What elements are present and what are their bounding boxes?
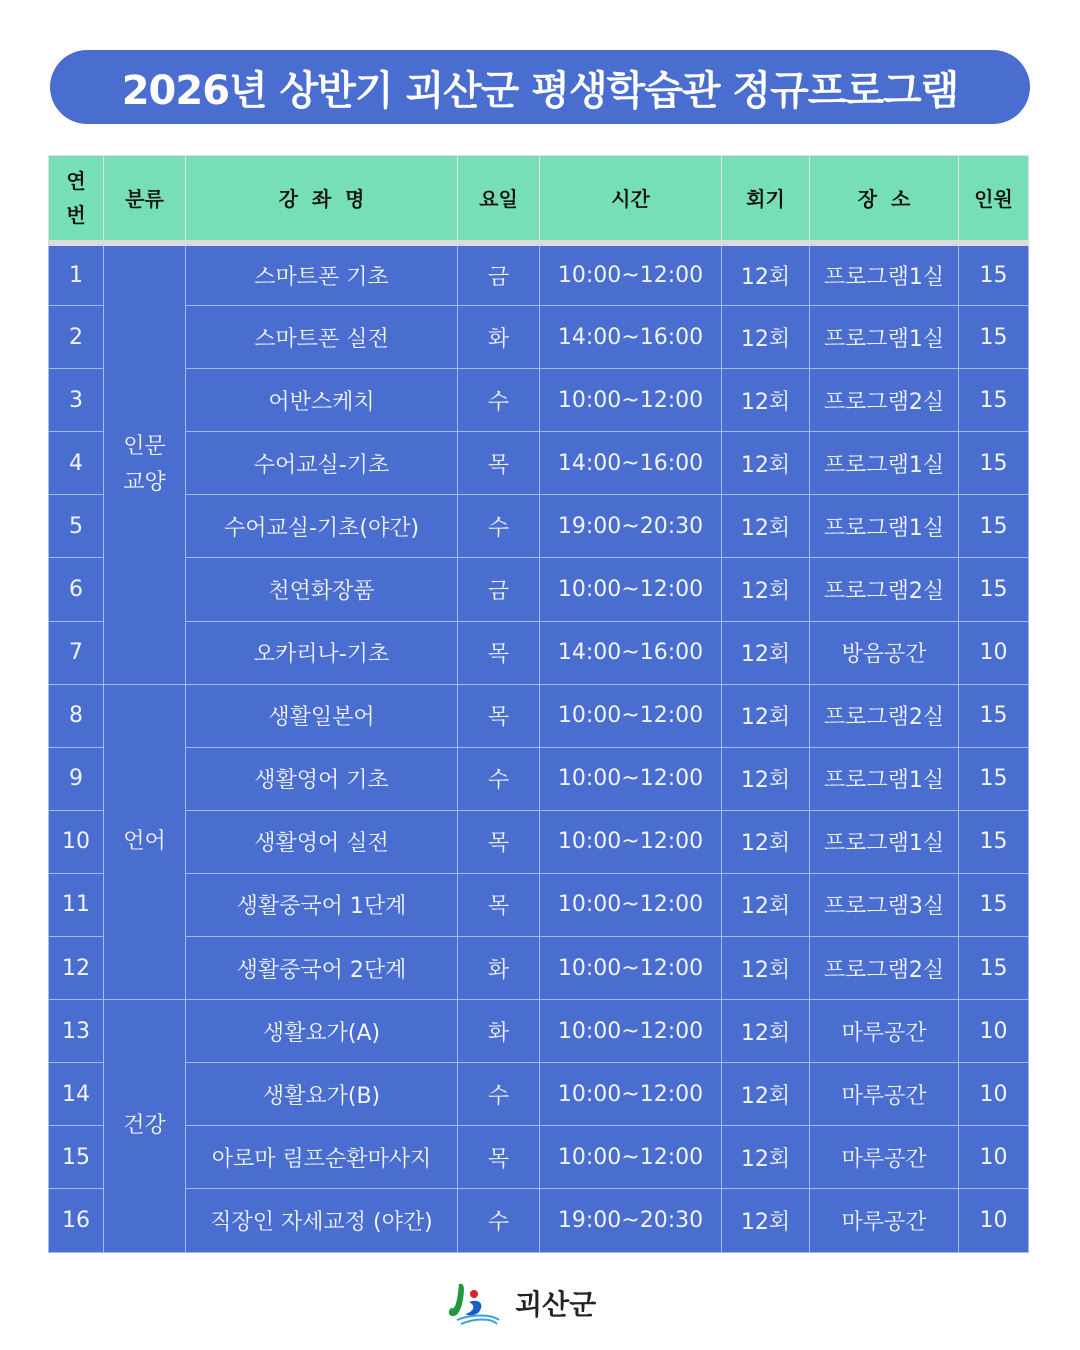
table-row [49,684,1029,747]
time: 10:00~12:00 [540,810,722,873]
table-row [49,306,1029,369]
capacity: 10 [959,1000,1029,1063]
capacity: 15 [959,558,1029,621]
day: 수 [458,1063,540,1126]
sessions: 12회 [722,684,810,747]
sessions: 12회 [722,621,810,684]
sessions: 12회 [722,243,810,306]
course-name: 생활중국어 2단계 [186,937,458,1000]
table-row [49,747,1029,810]
header-category: 분류 [104,156,186,243]
day: 목 [458,1126,540,1189]
course-name: 오카리나-기초 [186,621,458,684]
time: 10:00~12:00 [540,873,722,936]
capacity: 15 [959,432,1029,495]
location: 방음공간 [810,621,959,684]
day: 수 [458,747,540,810]
header-capacity: 인원 [959,156,1029,243]
capacity: 15 [959,306,1029,369]
course-name: 생활영어 실전 [186,810,458,873]
day: 금 [458,243,540,306]
time: 10:00~12:00 [540,1063,722,1126]
row-number: 12 [49,937,104,1000]
row-number: 15 [49,1126,104,1189]
location: 프로그램2실 [810,684,959,747]
location: 프로그램2실 [810,558,959,621]
table-row [49,873,1029,936]
course-name: 생활일본어 [186,684,458,747]
time: 10:00~12:00 [540,243,722,306]
capacity: 15 [959,810,1029,873]
row-number: 13 [49,1000,104,1063]
time: 10:00~12:00 [540,1000,722,1063]
time: 19:00~20:30 [540,1189,722,1252]
row-number: 7 [49,621,104,684]
category-cell: 인문 교양 [104,243,186,685]
table-row [49,243,1029,306]
day: 화 [458,306,540,369]
location: 프로그램3실 [810,873,959,936]
time: 14:00~16:00 [540,621,722,684]
capacity: 10 [959,1189,1029,1252]
header-sessions: 회기 [722,156,810,243]
table-row [49,810,1029,873]
course-name: 생활영어 기초 [186,747,458,810]
row-number: 8 [49,684,104,747]
sessions: 12회 [722,306,810,369]
table-row [49,621,1029,684]
location: 마루공간 [810,1063,959,1126]
sessions: 12회 [722,1063,810,1126]
header-no: 연 번 [49,156,104,243]
day: 목 [458,684,540,747]
program-table [48,155,1029,1253]
location: 프로그램1실 [810,495,959,558]
time: 10:00~12:00 [540,937,722,1000]
row-number: 5 [49,495,104,558]
day: 목 [458,432,540,495]
category-cell: 언어 [104,684,186,999]
row-number: 4 [49,432,104,495]
course-name: 스마트폰 기초 [186,243,458,306]
location: 마루공간 [810,1189,959,1252]
location: 마루공간 [810,1126,959,1189]
time: 10:00~12:00 [540,747,722,810]
day: 수 [458,1189,540,1252]
sessions: 12회 [722,369,810,432]
location: 프로그램1실 [810,306,959,369]
goesan-logo [445,1280,596,1326]
location: 프로그램2실 [810,937,959,1000]
time: 10:00~12:00 [540,684,722,747]
capacity: 15 [959,684,1029,747]
row-number: 9 [49,747,104,810]
sessions: 12회 [722,747,810,810]
row-number: 16 [49,1189,104,1252]
time: 10:00~12:00 [540,369,722,432]
row-number: 2 [49,306,104,369]
day: 금 [458,558,540,621]
capacity: 10 [959,1126,1029,1189]
location: 프로그램1실 [810,747,959,810]
sessions: 12회 [722,1000,810,1063]
capacity: 15 [959,369,1029,432]
time: 14:00~16:00 [540,306,722,369]
sessions: 12회 [722,1189,810,1252]
sessions: 12회 [722,1126,810,1189]
row-number: 6 [49,558,104,621]
sessions: 12회 [722,558,810,621]
course-name: 수어교실-기초(야간) [186,495,458,558]
row-number: 14 [49,1063,104,1126]
day: 화 [458,1000,540,1063]
capacity: 10 [959,621,1029,684]
course-name: 생활요가(B) [186,1063,458,1126]
time: 14:00~16:00 [540,432,722,495]
location: 프로그램1실 [810,810,959,873]
day: 수 [458,369,540,432]
location: 프로그램1실 [810,243,959,306]
category-cell: 건강 [104,1000,186,1252]
course-name: 아로마 림프순환마사지 [186,1126,458,1189]
table-row [49,1000,1029,1063]
header-row [49,156,1029,243]
row-number: 3 [49,369,104,432]
capacity: 15 [959,243,1029,306]
course-name: 스마트폰 실전 [186,306,458,369]
location: 프로그램1실 [810,432,959,495]
course-name: 어반스케치 [186,369,458,432]
course-name: 생활중국어 1단계 [186,873,458,936]
course-name: 직장인 자세교정 (야간) [186,1189,458,1252]
day: 목 [458,873,540,936]
capacity: 15 [959,937,1029,1000]
table-row [49,1063,1029,1126]
day: 목 [458,810,540,873]
table-row [49,495,1029,558]
table-row [49,369,1029,432]
day: 화 [458,937,540,1000]
capacity: 10 [959,1063,1029,1126]
logo-text: 괴산군 [515,1288,597,1321]
capacity: 15 [959,495,1029,558]
sessions: 12회 [722,495,810,558]
table-row [49,432,1029,495]
sessions: 12회 [722,810,810,873]
location: 마루공간 [810,1000,959,1063]
course-name: 생활요가(A) [186,1000,458,1063]
sessions: 12회 [722,873,810,936]
course-name: 수어교실-기초 [186,432,458,495]
day: 목 [458,621,540,684]
row-number: 10 [49,810,104,873]
table-row [49,558,1029,621]
location: 프로그램2실 [810,369,959,432]
capacity: 15 [959,873,1029,936]
time: 10:00~12:00 [540,558,722,621]
table-row [49,937,1029,1000]
day: 수 [458,495,540,558]
goesan-emblem-icon [445,1280,507,1326]
time: 19:00~20:30 [540,495,722,558]
header-time: 시간 [540,156,722,243]
header-day: 요일 [458,156,540,243]
sessions: 12회 [722,432,810,495]
header-course-name: 강 좌 명 [186,156,458,243]
course-name: 천연화장품 [186,558,458,621]
time: 10:00~12:00 [540,1126,722,1189]
row-number: 11 [49,873,104,936]
page-title: 2026년 상반기 괴산군 평생학습관 정규프로그램 [50,50,1030,124]
row-number: 1 [49,243,104,306]
sessions: 12회 [722,937,810,1000]
capacity: 15 [959,747,1029,810]
table-row [49,1189,1029,1252]
header-location: 장 소 [810,156,959,243]
table-row [49,1126,1029,1189]
